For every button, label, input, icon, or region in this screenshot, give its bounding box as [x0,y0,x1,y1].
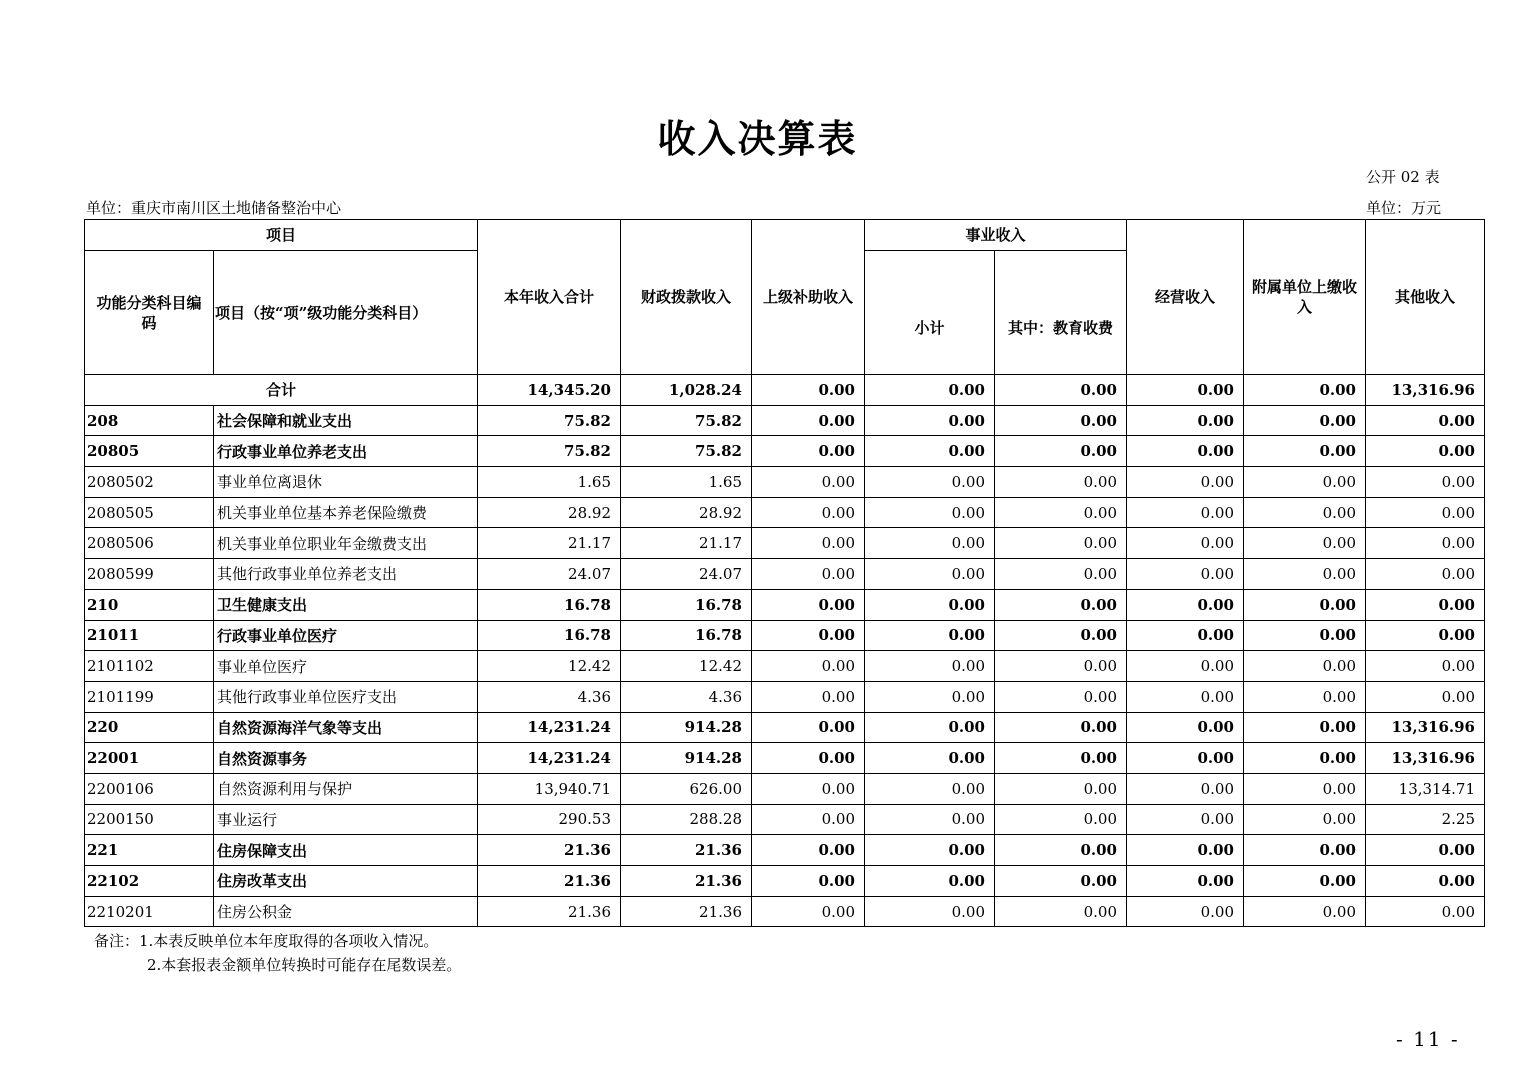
row-value: 0.00 [1366,835,1485,866]
row-value: 0.00 [1127,467,1244,498]
table-row [85,528,1485,559]
row-value: 0.00 [752,712,865,743]
row-value: 13,940.71 [478,773,621,804]
row-code: 220 [85,712,214,743]
row-code: 2200106 [85,773,214,804]
header-operating: 经营收入 [1127,220,1244,375]
row-value: 1.65 [621,467,752,498]
row-value: 0.00 [865,804,995,835]
row-value: 0.00 [995,436,1127,467]
row-value: 0.00 [1127,651,1244,682]
row-value: 21.36 [621,835,752,866]
total-cell: 0.00 [1127,375,1244,406]
row-value: 0.00 [1244,835,1366,866]
total-cell: 13,316.96 [1366,375,1485,406]
row-value: 0.00 [995,866,1127,897]
row-value: 0.00 [1366,559,1485,590]
row-value: 0.00 [995,467,1127,498]
row-value: 626.00 [621,773,752,804]
row-code: 2080506 [85,528,214,559]
row-value: 0.00 [1366,589,1485,620]
row-value: 0.00 [865,497,995,528]
row-value: 0.00 [865,620,995,651]
row-value: 0.00 [995,835,1127,866]
row-value: 0.00 [1244,467,1366,498]
row-value: 28.92 [478,497,621,528]
notes [94,929,461,977]
row-value: 21.36 [621,866,752,897]
row-value: 0.00 [995,896,1127,927]
row-value: 0.00 [1244,743,1366,774]
row-value: 13,314.71 [1366,773,1485,804]
row-name: 住房保障支出 [214,835,478,866]
total-cell: 0.00 [995,375,1127,406]
row-value: 0.00 [752,681,865,712]
unit-currency: 单位：万元 [1366,199,1442,217]
row-value: 21.36 [478,866,621,897]
row-value: 0.00 [1366,497,1485,528]
row-value: 0.00 [865,743,995,774]
form-number: 公开 02 表 [1366,168,1440,186]
row-value: 0.00 [1127,773,1244,804]
row-name: 住房改革支出 [214,866,478,897]
page-title: 收入决算表 [657,116,858,161]
row-value: 0.00 [865,467,995,498]
row-value: 0.00 [1366,405,1485,436]
table-row [85,467,1485,498]
row-value: 28.92 [621,497,752,528]
row-value: 24.07 [621,559,752,590]
row-code: 2080502 [85,467,214,498]
row-code: 210 [85,589,214,620]
total-cell: 0.00 [865,375,995,406]
row-value: 0.00 [1127,804,1244,835]
row-value: 0.00 [1127,866,1244,897]
row-name: 事业单位离退休 [214,467,478,498]
row-value: 14,231.24 [478,743,621,774]
row-value: 2.25 [1366,804,1485,835]
row-value: 16.78 [478,589,621,620]
row-value: 0.00 [1127,681,1244,712]
row-value: 0.00 [995,681,1127,712]
row-code: 2210201 [85,896,214,927]
row-value: 0.00 [1127,528,1244,559]
row-value: 0.00 [1366,528,1485,559]
row-value: 0.00 [1244,773,1366,804]
note-line-2: 2.本套报表金额单位转换时可能存在尾数误差。 [147,956,462,974]
row-value: 0.00 [1244,866,1366,897]
row-value: 4.36 [478,681,621,712]
table-row [85,773,1485,804]
row-value: 4.36 [621,681,752,712]
header-superior: 上级补助收入 [752,220,865,375]
income-table [84,219,1485,927]
row-value: 0.00 [1244,436,1366,467]
row-value: 0.00 [865,528,995,559]
row-value: 0.00 [1366,866,1485,897]
row-value: 0.00 [1244,651,1366,682]
header-business: 事业收入 [865,220,1127,251]
table-row [85,497,1485,528]
row-value: 0.00 [752,896,865,927]
row-value: 0.00 [995,528,1127,559]
row-value: 0.00 [752,405,865,436]
total-cell: 1,028.24 [621,375,752,406]
row-value: 0.00 [1366,681,1485,712]
row-value: 21.36 [621,896,752,927]
row-value: 0.00 [1244,528,1366,559]
table-row [85,620,1485,651]
row-code: 22102 [85,866,214,897]
row-value: 13,316.96 [1366,743,1485,774]
row-name: 机关事业单位职业年金缴费支出 [214,528,478,559]
row-code: 20805 [85,436,214,467]
row-value: 0.00 [1244,497,1366,528]
row-code: 22001 [85,743,214,774]
row-value: 12.42 [478,651,621,682]
row-value: 0.00 [1127,497,1244,528]
row-value: 0.00 [752,804,865,835]
row-value: 0.00 [865,651,995,682]
header-item: 项目 [85,220,478,251]
note-line-1: 备注：1.本表反映单位本年度取得的各项收入情况。 [94,932,439,950]
row-value: 0.00 [995,651,1127,682]
row-code: 221 [85,835,214,866]
row-value: 0.00 [752,497,865,528]
row-value: 0.00 [1244,589,1366,620]
row-value: 914.28 [621,712,752,743]
row-value: 21.36 [478,835,621,866]
total-cell: 0.00 [1244,375,1366,406]
table-row [85,743,1485,774]
row-value: 0.00 [752,651,865,682]
row-value: 0.00 [752,589,865,620]
header-subtotal: 小计 [865,251,995,375]
row-name: 卫生健康支出 [214,589,478,620]
row-value: 21.36 [478,896,621,927]
header-name: 项目（按“项”级功能分类科目） [214,251,478,375]
row-value: 75.82 [478,405,621,436]
row-value: 0.00 [995,712,1127,743]
row-value: 0.00 [995,405,1127,436]
table-row [85,835,1485,866]
row-value: 914.28 [621,743,752,774]
row-name: 社会保障和就业支出 [214,405,478,436]
row-value: 0.00 [1366,651,1485,682]
row-value: 0.00 [1366,436,1485,467]
row-value: 0.00 [1127,559,1244,590]
row-name: 自然资源利用与保护 [214,773,478,804]
table-row [85,589,1485,620]
row-value: 0.00 [995,589,1127,620]
row-value: 21.17 [621,528,752,559]
row-value: 0.00 [995,559,1127,590]
row-value: 0.00 [1127,620,1244,651]
row-value: 0.00 [1127,835,1244,866]
row-value: 0.00 [865,896,995,927]
row-value: 0.00 [1244,804,1366,835]
row-value: 288.28 [621,804,752,835]
row-value: 16.78 [621,620,752,651]
total-cell: 0.00 [752,375,865,406]
row-value: 0.00 [865,436,995,467]
row-value: 12.42 [621,651,752,682]
row-value: 0.00 [1127,589,1244,620]
row-value: 0.00 [995,620,1127,651]
row-code: 2080599 [85,559,214,590]
row-value: 0.00 [752,528,865,559]
header-other: 其他收入 [1366,220,1485,375]
table-row [85,804,1485,835]
row-value: 75.82 [621,436,752,467]
table-row [85,896,1485,927]
row-name: 事业运行 [214,804,478,835]
row-value: 0.00 [865,405,995,436]
row-name: 其他行政事业单位医疗支出 [214,681,478,712]
page-number: - 11 - [1396,1027,1460,1051]
header-affiliated: 附属单位上缴收入 [1244,220,1366,375]
row-name: 机关事业单位基本养老保险缴费 [214,497,478,528]
total-label: 合计 [85,375,478,406]
row-value: 0.00 [752,559,865,590]
row-value: 0.00 [752,467,865,498]
row-value: 14,231.24 [478,712,621,743]
header-fiscal: 财政拨款收入 [621,220,752,375]
row-code: 2080505 [85,497,214,528]
row-value: 0.00 [865,773,995,804]
row-code: 208 [85,405,214,436]
row-value: 0.00 [1127,896,1244,927]
row-value: 0.00 [865,681,995,712]
row-value: 0.00 [995,743,1127,774]
row-value: 21.17 [478,528,621,559]
row-value: 0.00 [865,835,995,866]
row-value: 0.00 [995,804,1127,835]
table-row [85,651,1485,682]
total-cell: 14,345.20 [478,375,621,406]
row-value: 290.53 [478,804,621,835]
row-value: 0.00 [1127,436,1244,467]
row-value: 1.65 [478,467,621,498]
row-name: 行政事业单位医疗 [214,620,478,651]
row-value: 16.78 [621,589,752,620]
row-value: 0.00 [752,773,865,804]
row-value: 0.00 [865,866,995,897]
unit-organization: 单位：重庆市南川区土地储备整治中心 [86,199,342,217]
row-value: 0.00 [995,773,1127,804]
row-value: 0.00 [1127,712,1244,743]
row-value: 0.00 [1244,896,1366,927]
total-row [85,375,1485,406]
row-value: 75.82 [621,405,752,436]
row-name: 行政事业单位养老支出 [214,436,478,467]
row-value: 13,316.96 [1366,712,1485,743]
table-row [85,681,1485,712]
table-row [85,559,1485,590]
row-value: 0.00 [1127,743,1244,774]
row-value: 0.00 [1244,681,1366,712]
row-code: 2200150 [85,804,214,835]
row-value: 0.00 [1366,620,1485,651]
row-name: 自然资源事务 [214,743,478,774]
row-value: 0.00 [1244,620,1366,651]
row-value: 0.00 [752,866,865,897]
row-name: 其他行政事业单位养老支出 [214,559,478,590]
row-value: 0.00 [1127,405,1244,436]
row-name: 事业单位医疗 [214,651,478,682]
row-value: 0.00 [752,620,865,651]
row-value: 0.00 [1244,712,1366,743]
row-value: 0.00 [752,436,865,467]
row-value: 0.00 [865,589,995,620]
row-value: 0.00 [752,835,865,866]
header-code: 功能分类科目编码 [85,251,214,375]
table-row [85,405,1485,436]
row-value: 0.00 [1244,405,1366,436]
row-value: 0.00 [1366,896,1485,927]
header-education: 其中：教育收费 [995,251,1127,375]
row-value: 75.82 [478,436,621,467]
row-value: 16.78 [478,620,621,651]
row-code: 2101199 [85,681,214,712]
row-name: 自然资源海洋气象等支出 [214,712,478,743]
row-value: 0.00 [865,712,995,743]
row-code: 2101102 [85,651,214,682]
row-value: 24.07 [478,559,621,590]
table-row [85,712,1485,743]
table-row [85,436,1485,467]
row-value: 0.00 [1244,559,1366,590]
table-row [85,866,1485,897]
row-value: 0.00 [1366,467,1485,498]
row-code: 21011 [85,620,214,651]
row-value: 0.00 [865,559,995,590]
header-total: 本年收入合计 [478,220,621,375]
row-value: 0.00 [752,743,865,774]
row-value: 0.00 [995,497,1127,528]
row-name: 住房公积金 [214,896,478,927]
